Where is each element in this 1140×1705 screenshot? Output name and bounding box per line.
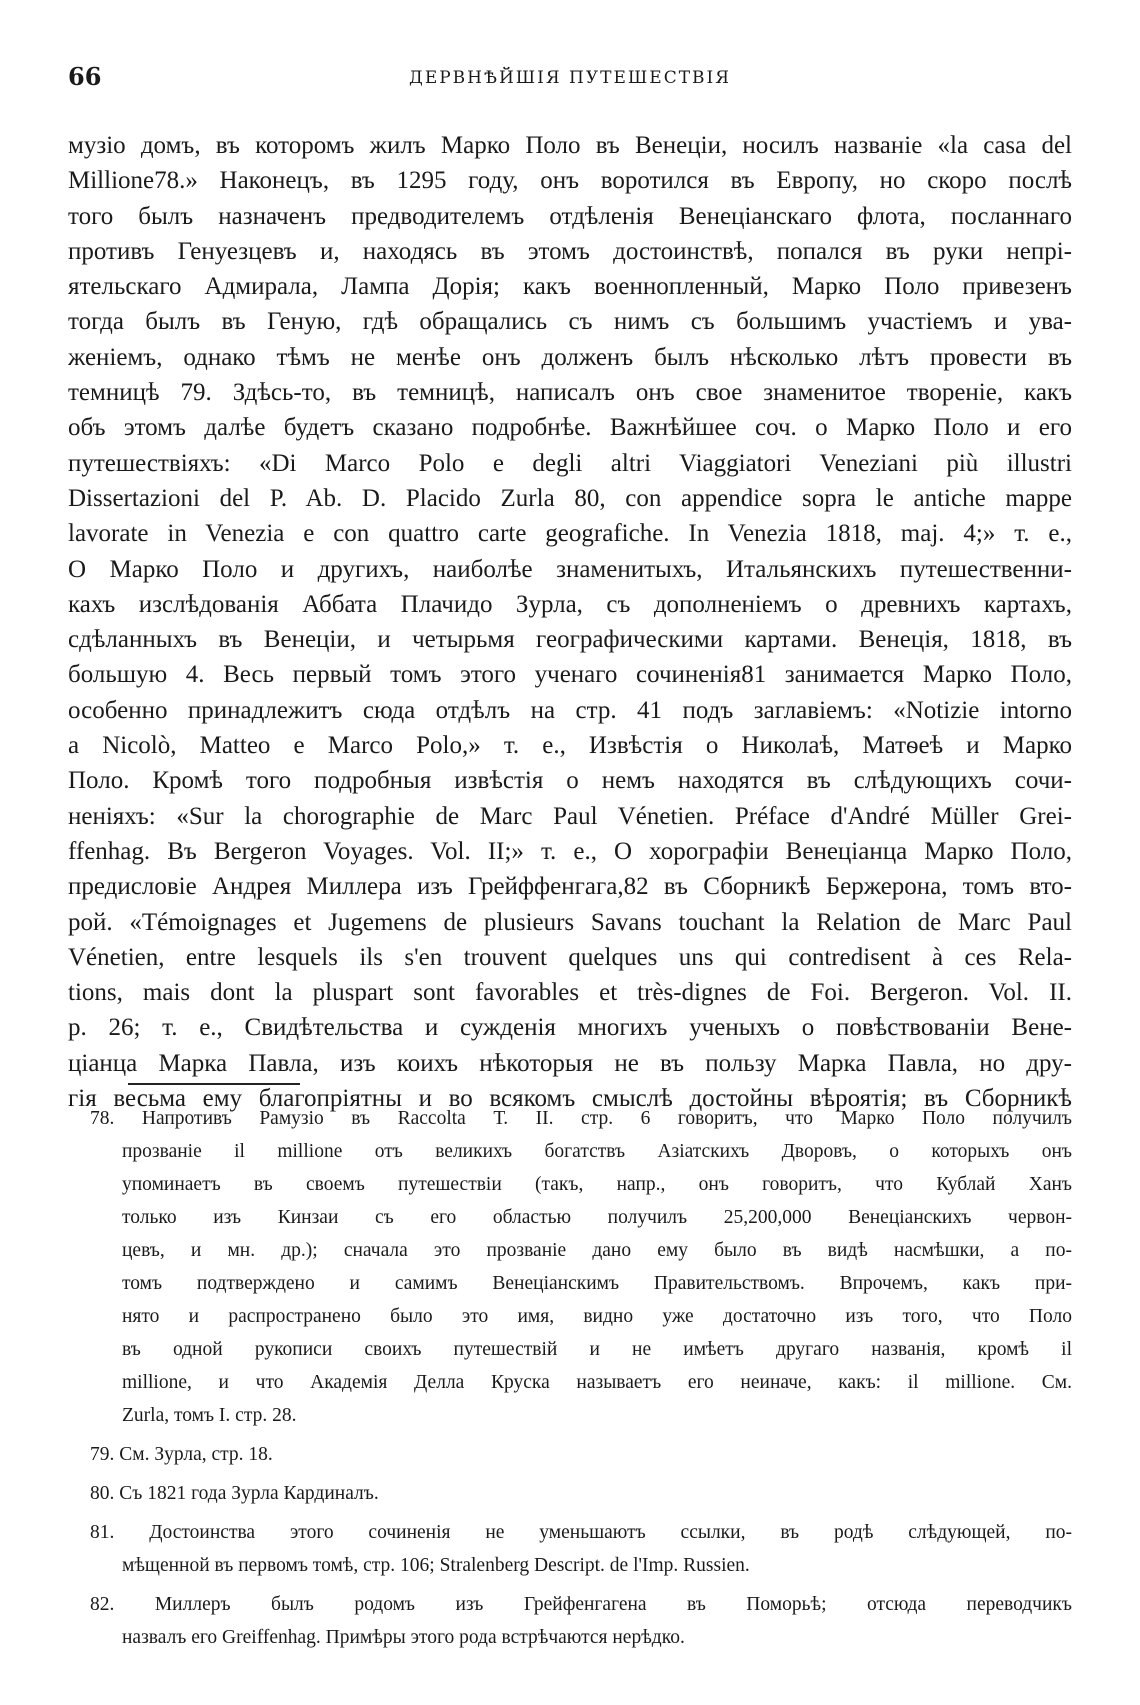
footnote-line: упоминаетъ въ своемъ путешествіи (такъ, напр., онъ говоритъ, что Кублай Ханъ	[122, 1174, 1072, 1195]
text-line: Dissertazioni del P. Ab. D. Placido Zurla 80, con appendice sopra le antiche mappe	[68, 484, 1072, 512]
footnote-divider	[128, 1083, 300, 1085]
page-number: 66	[68, 62, 102, 91]
text-line: объ этомъ далѣе будетъ сказано подробнѣе. Важнѣйшее соч. о Марко Поло и его	[68, 414, 1072, 442]
text-line: предисловіе Андрея Миллера изъ Грейффенгага,82 въ Сборникѣ Бержерона, томъ вто-	[68, 873, 1072, 901]
footnote-line: 80. Съ 1821 года Зурла Кардиналъ.	[90, 1483, 379, 1504]
text-line: тогда былъ въ Геную, гдѣ обращались съ нимъ съ большимъ участіемъ и ува-	[68, 308, 1072, 336]
text-line: противъ Генуезцевъ и, находясь въ этомъ достоинствѣ, попался въ руки непрі-	[68, 237, 1072, 265]
running-title: ДЕРВНѢЙШІЯ ПУТЕШЕСТВІЯ	[409, 68, 731, 88]
text-line: музіо домъ, въ которомъ жилъ Марко Поло въ Венеціи, носилъ названіе «la casa del	[68, 132, 1072, 159]
footnote	[90, 1438, 1072, 1471]
text-line: Поло. Кромѣ того подробныя извѣстія о немъ находятся въ слѣдующихъ сочи-	[68, 767, 1072, 795]
text-line: tions, mais dont la pluspart sont favorables et très-dignes de Foi. Bergeron. Vol. II.	[68, 979, 1072, 1007]
footnote-line: Zurla, томъ I. стр. 28.	[122, 1405, 297, 1426]
text-line: Millione78.» Наконецъ, въ 1295 году, онъ воротился въ Европу, но скоро послѣ	[68, 167, 1072, 195]
text-line: женіемъ, однако тѣмъ не менѣе онъ долженъ былъ нѣсколько лѣтъ провести въ	[68, 343, 1072, 371]
page-header	[68, 62, 1072, 92]
footnotes	[90, 1102, 1072, 1654]
text-line: a Nicolò, Matteo e Marco Polo,» т. е., Извѣстія о Николаѣ, Матѳеѣ и Марко	[68, 732, 1072, 760]
text-line: особенно принадлежитъ сюда отдѣлъ на стр. 41 подъ заглавіемъ: «Notizie intorno	[68, 696, 1072, 724]
text-line: неніяхъ: «Sur la chorographie de Marc Paul Vénetien. Préface d'André Müller Grei-	[68, 802, 1072, 830]
footnote-line: въ одной рукописи своихъ путешествій и не имѣетъ другаго названія, кромѣ il	[122, 1339, 1072, 1360]
footnote-line: нято и распространено было это имя, видно уже достаточно изъ того, что Поло	[122, 1306, 1072, 1327]
text-line: темницѣ 79. Здѣсь-то, въ темницѣ, написалъ онъ свое знаменитое твореніе, какъ	[68, 379, 1072, 407]
footnote-line: назвалъ его Greiffenhag. Примѣры этого рода встрѣчаются нерѣдко.	[122, 1627, 685, 1648]
footnote-line: 78. Напротивъ Рамузіо въ Raccolta Т. II. стр. 6 говоритъ, что Марко Поло получилъ	[90, 1108, 1072, 1129]
footnote-line: прозваніе il millione отъ великихъ богатствъ Азіатскихъ Дворовъ, о которыхъ онъ	[122, 1141, 1072, 1162]
footnote-line: 82. Миллеръ былъ родомъ изъ Грейфенгагена въ Поморьѣ; отсюда переводчикъ	[90, 1594, 1072, 1615]
footnote	[90, 1477, 1072, 1510]
text-line: ffenhag. Въ Bergeron Voyages. Vol. II;» т. е., О хорографіи Венеціанца Марко Поло,	[68, 837, 1072, 865]
text-line: Vénetien, entre lesquels ils s'en trouvent quelques uns qui contredisent à ces Rela-	[68, 943, 1072, 971]
text-line: большую 4. Весь первый томъ этого ученаго сочиненія81 занимается Марко Поло,	[68, 661, 1072, 689]
footnote-line: millione, и что Академія Делла Круска называетъ его неиначе, какъ: il millione. См.	[122, 1372, 1072, 1393]
text-line: ціанца Марка Павла, изъ коихъ нѣкоторыя не въ пользу Марка Павла, но дру-	[68, 1049, 1072, 1077]
text-line: того былъ назначенъ предводителемъ отдѣленія Венеціанскаго флота, посланнаго	[68, 202, 1072, 230]
footnote	[90, 1516, 1072, 1582]
footnote-line: мѣщенной въ первомъ томѣ, стр. 106; Stralenberg Descript. de l'Imp. Russien.	[122, 1555, 750, 1576]
footnote-line: цевъ, и мн. др.); сначала это прозваніе дано ему было въ видѣ насмѣшки, а по-	[122, 1240, 1072, 1261]
text-line: p. 26; т. е., Свидѣтельства и сужденія многихъ ученыхъ о повѣствованіи Вене-	[68, 1014, 1072, 1042]
text-line: ятельскаго Адмирала, Лампа Дорія; какъ военнопленный, Марко Поло привезенъ	[68, 273, 1072, 301]
text-line: О Марко Поло и другихъ, наиболѣе знаменитыхъ, Итальянскихъ путешественни-	[68, 555, 1072, 583]
text-line: сдѣланныхъ въ Венеціи, и четырьмя географическими картами. Венеція, 1818, въ	[68, 626, 1072, 654]
text-line: рой. «Témoignages et Jugemens de plusieurs Savans touchant la Relation de Marc Paul	[68, 908, 1072, 936]
footnote-line: 81. Достоинства этого сочиненія не уменьшаютъ ссылки, въ родѣ слѣдующей, по-	[90, 1522, 1072, 1543]
main-text	[68, 128, 1072, 1116]
footnote	[90, 1588, 1072, 1654]
text-line: кахъ изслѣдованія Аббата Плачидо Зурла, съ дополненіемъ о древнихъ картахъ,	[68, 590, 1072, 618]
text-line: путешествіяхъ: «Di Marco Polo e degli altri Viaggiatori Veneziani più illustri	[68, 449, 1072, 477]
footnote-line: томъ подтверждено и самимъ Венеціанскимъ Правительствомъ. Впрочемъ, какъ при-	[122, 1273, 1072, 1294]
footnote-line: 79. См. Зурла, стр. 18.	[90, 1444, 273, 1465]
footnote-line: только изъ Кинзаи съ его областью получилъ 25,200,000 Венеціанскихъ червон-	[122, 1207, 1072, 1228]
footnote	[90, 1102, 1072, 1432]
text-line: гія весьма ему благопріятны и во всякомъ смыслѣ достойны вѣроятія; въ Сборникѣ	[68, 1085, 1072, 1113]
text-line: lavorate in Venezia e con quattro carte geografiche. In Venezia 1818, maj. 4;» т. е.,	[68, 520, 1072, 548]
